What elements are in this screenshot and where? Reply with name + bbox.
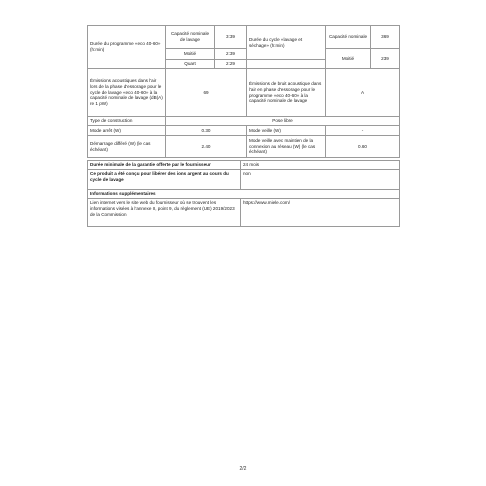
dry-blank-cell xyxy=(247,60,326,69)
off-mode-label: Mode arrêt (W) xyxy=(88,126,166,136)
delay-start-value: 2.40 xyxy=(166,136,247,158)
noise-class-value: A xyxy=(326,69,400,117)
capacity-value: 3:39 xyxy=(215,26,247,49)
dry-capacity-label: Capacité nominale xyxy=(326,26,371,49)
capacity-label: Capacité nominale de lavage xyxy=(166,26,215,49)
supplier-link-value[interactable]: https://www.miele.com/ xyxy=(241,199,400,227)
construction-label: Type de construction xyxy=(88,117,166,126)
silver-ions-label: Ce produit a été conçu pour libérer des ions argent au cours du cycle de lavage xyxy=(88,170,241,190)
standby-label: Mode veille (W) xyxy=(247,126,326,136)
additional-info-heading: Informations supplémentaires xyxy=(88,190,400,199)
duration-label: Durée du programme «eco 40-60» (h:min) xyxy=(88,26,166,69)
quarter-value: 2:29 xyxy=(215,60,247,69)
standby-value: - xyxy=(326,126,400,136)
off-mode-value: 0.30 xyxy=(166,126,247,136)
dry-capacity-value: 369 xyxy=(371,26,400,49)
noise-label: Émissions acoustiques dans l'air lors de la phase d'essorage pour le cycle de lavage «eco 40-60» à la capacité nominale de lavage (dB(A) re 1 pW) xyxy=(88,69,166,117)
network-standby-value: 0.60 xyxy=(326,136,400,158)
quarter-label: Quart xyxy=(166,60,215,69)
dry-cycle-label: Durée du cycle «lavage et séchage» (h:min) xyxy=(247,26,326,60)
dry-half-label: Moitié xyxy=(326,49,371,69)
page-number: 2/2 xyxy=(239,466,247,472)
delay-start-label: Démarrage différé (W) (le cas échéant) xyxy=(88,136,166,158)
product-info-table xyxy=(87,25,400,158)
warranty-value: 24 mois xyxy=(241,161,400,170)
half-value: 2:39 xyxy=(215,49,247,60)
supplier-link-label: Lien internet vers le site web du fournisseur où se trouvent les informations visées à l'annexe II, point 9, du règlement (UE) 2019/2023 de la Commission xyxy=(88,199,241,227)
noise-value: 69 xyxy=(166,69,247,117)
network-standby-label: Mode veille avec maintien de la connexion au réseau (W) (le cas échéant) xyxy=(247,136,326,158)
supplier-info-table xyxy=(87,160,400,227)
warranty-label: Durée minimale de la garantie offerte par le fournisseur xyxy=(88,161,241,170)
half-label: Moitié xyxy=(166,49,215,60)
silver-ions-value: non xyxy=(241,170,400,190)
noise-class-label: Émissions de bruit acoustique dans l'air en phase d'essorage pour le programme «eco 40-60» à la capacité nominale de lavage xyxy=(247,69,326,117)
dry-half-value: 239 xyxy=(371,49,400,69)
construction-value: Pose libre xyxy=(166,117,400,126)
